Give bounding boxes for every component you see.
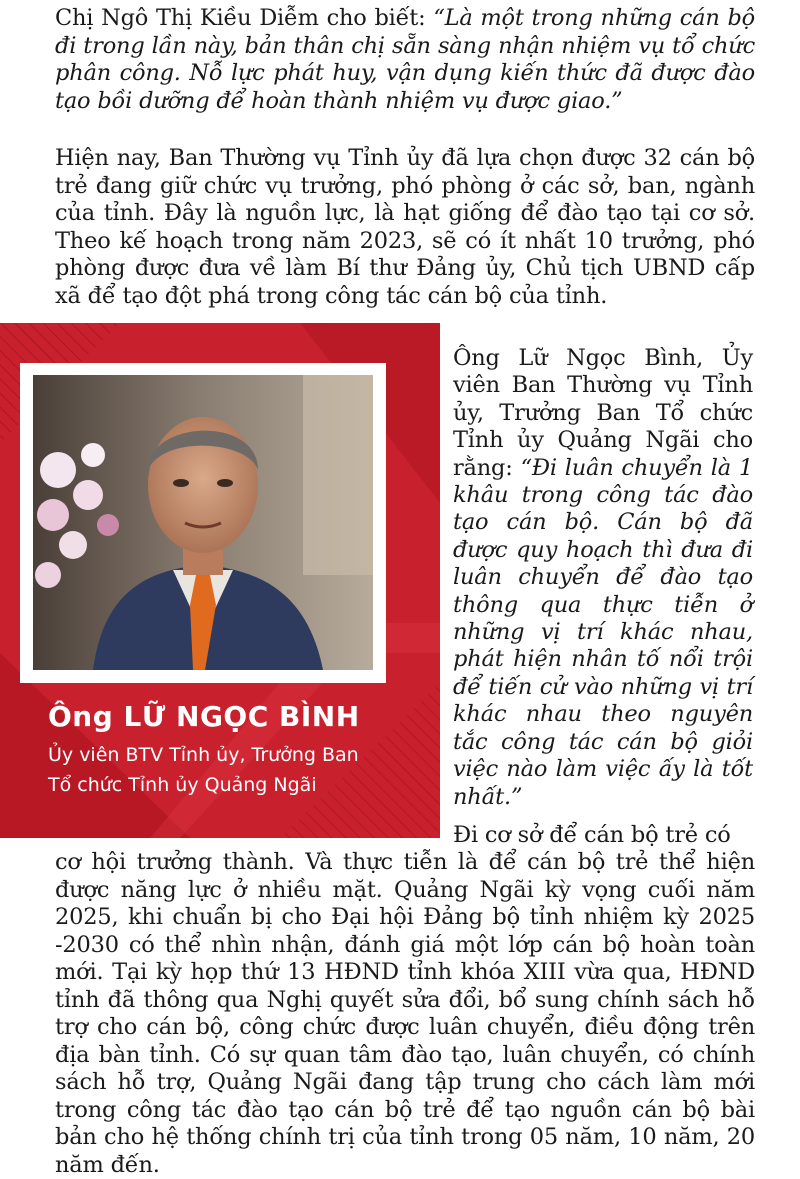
paragraph-grassroots: cơ hội trưởng thành. Và thực tiễn là để cán bộ trẻ thể hiện được năng lực ở nhiều mặt. Quảng Ngãi kỳ vọng cuối năm 2025, khi chuẩn bị cho Đại hội Đảng bộ tỉnh nhiệm kỳ 2025 -2030 có thể nhìn nhận, đánh giá một lớp cán bộ hoàn toàn mới. Tại kỳ họp thứ 13 HĐND tỉnh khóa XIII vừa qua, HĐND tỉnh đã thông qua Nghị quyết sửa đổi, bổ sung chính sách hỗ trợ cho cán bộ, công chức được luân chuyển, điều động trên địa bàn tỉnh. Có sự quan tâm đào tạo, luân chuyển, có chính sách hỗ trợ, Quảng Ngãi đang tập trung cho cách làm mới trong công tác đào tạo cán bộ trẻ để tạo nguồn cán bộ bài bản cho hệ thống chính trị của tỉnh trong 05 năm, 10 năm, 20 năm đến. [55,849,755,1178]
profile-role-line-1: Ủy viên BTV Tỉnh ủy, Trưởng Ban [48,744,359,766]
paragraph-intro: Ông Lữ Ngọc Bình, Ủy viên Ban Thường vụ Tỉnh ủy, Trưởng Ban Tổ chức Tỉnh ủy Quảng Ngãi cho rằng: [453,345,753,481]
paragraph-binh-quote [453,345,753,811]
paragraph-cadre-plan: Hiện nay, Ban Thường vụ Tỉnh ủy đã lựa chọn được 32 cán bộ trẻ đang giữ chức vụ trưởng, phó phòng ở các sở, ban, ngành của tỉnh. Đây là nguồn lực, là hạt giống để đào tạo tại cơ sở. Theo kế hoạch trong năm 2023, sẽ có ít nhất 10 trưởng, phó phòng được đưa về làm Bí thư Đảng ủy, Chủ tịch UBND cấp xã để tạo đột phá trong công tác cán bộ của tỉnh. [55,145,755,309]
quote-text: “Đi luân chuyển là 1 khâu trong công tác đào tạo cán bộ. Cán bộ đã được quy hoạch thì đưa đi luân chuyển để đào tạo thông qua thực tiễn ở những vị trí khác nhau, phát hiện nhân tố nổi trội để tiến cử vào những vị trí khác nhau theo nguyên tắc công tác cán bộ giỏi việc nào làm việc ấy là tốt nhất.” [453,454,753,810]
profile-role-line-2: Tổ chức Tỉnh ủy Quảng Ngãi [48,774,317,796]
quote-text: “Là một trong những cán bộ đi trong lần này, bản thân chị sẵn sàng nhận nhiệm vụ tổ chức phân công. Nỗ lực phát huy, vận dụng kiến thức đã được đào tạo bồi dưỡng để hoàn thành nhiệm vụ được giao.” [55,5,755,114]
paragraph-intro: Chị Ngô Thị Kiều Diễm cho biết: [55,5,434,31]
paragraph-diem-quote [55,5,755,115]
paragraph-grassroots-first-line: Đi cơ sở để cán bộ trẻ có [453,822,731,848]
portrait-illustration [33,375,373,670]
portrait-photo [33,375,373,670]
profile-name: Ông LỮ NGỌC BÌNH [48,700,360,733]
